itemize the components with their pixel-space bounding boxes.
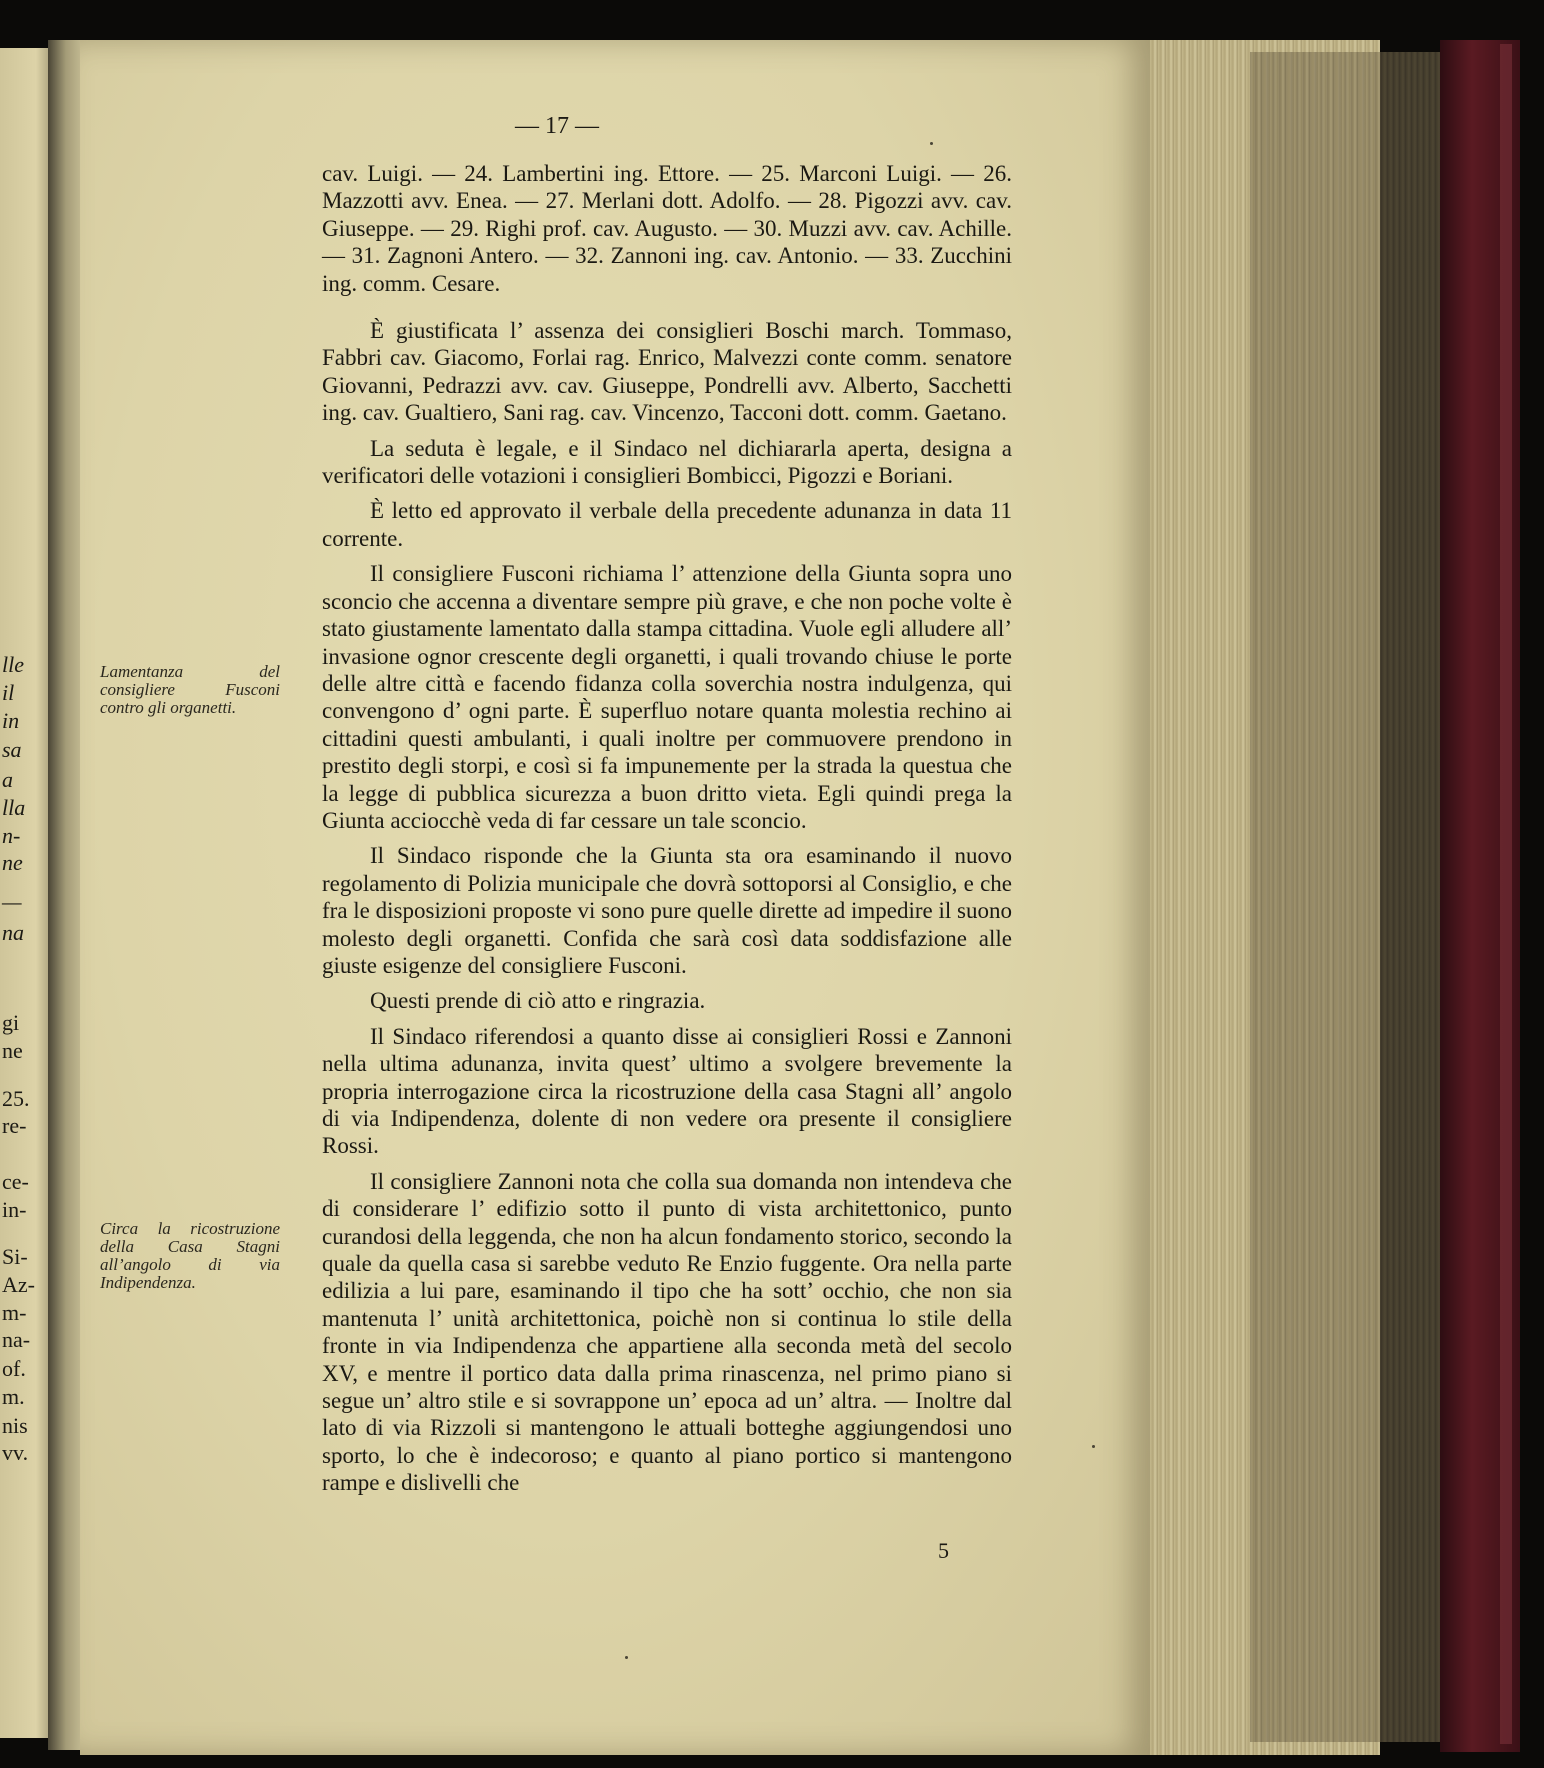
left-page-fragment: Si-	[2, 1244, 28, 1269]
paragraph-7: Questi prende di ciò atto e ringrazia.	[370, 988, 706, 1014]
marginal-note-casa-stagni: Circa la ricostruzione della Casa Stagni all’angolo di via Indipendenza.	[100, 1219, 280, 1292]
left-page-fragment: in-	[2, 1197, 27, 1222]
paragraph-2: È giustificata l’ assenza dei consiglieri Boschi march. Tommaso, Fabbri cav. Giacomo, Forlai rag. Enrico, Malvezzi conte comm. senatore Giovanni, Pedrazzi avv. cav. Giuseppe, Pondrelli avv. Alberto, Sacchetti ing. cav. Gualtiero, Sani rag. cav. Vincenzo, Tacconi dott. comm. Gaetano.	[322, 318, 1012, 426]
left-page-fragment: ne	[2, 1038, 23, 1063]
main-text	[322, 160, 1012, 1505]
left-page-fragment: —	[2, 889, 22, 914]
left-page-fragment: gi	[2, 1010, 20, 1035]
left-page-fragment: Az-	[2, 1272, 35, 1297]
left-page-fragment: lle	[2, 652, 24, 677]
signature-mark: 5	[938, 1538, 949, 1563]
left-page-fragment: ne	[2, 850, 23, 875]
left-page-fragment: nis	[2, 1413, 28, 1438]
left-page-fragment: na	[2, 920, 24, 945]
left-page-fragment: il	[2, 680, 15, 705]
paper-speck	[930, 142, 933, 145]
left-page-fragment: a	[2, 767, 13, 792]
left-page-fragment: sa	[2, 737, 22, 762]
left-page-fragment: lla	[2, 795, 26, 820]
left-page-fragment: na-	[2, 1327, 31, 1352]
book-cover-highlight	[1500, 44, 1512, 1744]
paragraph-4: È letto ed approvato il verbale della precedente adunanza in data 11 corrente.	[322, 498, 1012, 551]
marginal-note-fusconi: Lamentanza del consigliere Fusconi contro gli organetti.	[100, 662, 280, 717]
paragraph-9: Il consigliere Zannoni nota che colla sua domanda non intendeva che di considerare l’ edifizio sotto il punto di vista architettonico, punto curandosi della leggenda, che non ha alcun fondamento storico, secondo la quale da quella casa si sarebbe veduto Re Enzio fuggente. Ora nella parte edilizia a lui pare, esaminando il tipo che ha sott’ occhio, che non sia mantenuta l’ unità architettonica, poichè non si continua lo stile della fronte in via Indipendenza che appartiene alla seconda metà del secolo XV, e mentre il portico data dalla prima rinascenza, nel primo piano si segue un’ altro stile e si sovrappone un’ epoca ad un’ altra. — Inoltre dal lato di via Rizzoli si mantengono le attuali botteghe aggiungendosi uno sporto, lo che è indecoroso; e quanto al piano portico si mantengono rampe e dislivelli che	[322, 1168, 1012, 1496]
left-page-fragment: n-	[2, 823, 21, 848]
left-page-fragment: in	[2, 708, 20, 733]
left-page-fragment: of.	[2, 1356, 26, 1381]
left-page-fragment: m-	[2, 1300, 27, 1325]
left-page-fragment: vv.	[2, 1440, 29, 1465]
paragraph-1: cav. Luigi. — 24. Lambertini ing. Ettore. — 25. Marconi Luigi. — 26. Mazzotti avv. Enea. — 27. Merlani dott. Adolfo. — 28. Pigozzi avv. cav. Giuseppe. — 29. Righi prof. cav. Augusto. — 30. Muzzi avv. cav. Achille. — 31. Zagnoni Antero. — 32. Zannoni ing. cav. Antonio. — 33. Zucchini ing. comm. Cesare.	[322, 161, 1012, 296]
paragraph-8: Il Sindaco riferendosi a quanto disse ai consiglieri Rossi e Zannoni nella ultima adunanza, invita quest’ ultimo a svolgere brevemente la propria interrogazione circa la ricostruzione della casa Stagni all’ angolo di via Indipendenza, dolente di non vedere ora presente il consigliere Rossi.	[322, 1023, 1012, 1159]
page-number: — 17 —	[515, 113, 599, 139]
left-page-fragment: re-	[2, 1113, 27, 1138]
left-page-fragment: 25.	[2, 1086, 30, 1111]
paragraph-3: La seduta è legale, e il Sindaco nel dichiararla aperta, designa a verificatori delle votazioni i consiglieri Bombicci, Pigozzi e Boriani.	[322, 435, 1012, 489]
paragraph-6: Il Sindaco risponde che la Giunta sta ora esaminando il nuovo regolamento di Polizia municipale che dovrà sottoporsi al Consiglio, e che fra le disposizioni proposte vi sono pure quelle dirette ad impedire il suono molesto degli organetti. Confida che sarà così data soddisfazione alle giuste esigenze del consigliere Fusconi.	[322, 843, 1012, 978]
page-edges-shadow	[1250, 52, 1450, 1742]
left-page-fragment: m.	[2, 1384, 25, 1409]
left-page-fragment: ce-	[2, 1169, 29, 1194]
paper-speck	[625, 1656, 628, 1659]
paper-speck	[1092, 1445, 1095, 1448]
paragraph-5: Il consigliere Fusconi richiama l’ attenzione della Giunta sopra uno sconcio che accenna a diventare sempre più grave, e che non poche volte è stato giustamente lamentato dalla stampa cittadina. Vuole egli alludere all’ invasione ognor crescente degli organetti, i quali trovando chiuse le porte delle altre città e facendo fidanza colla soverchia nostra indulgenza, qui convengono d’ ogni parte. È superfluo notare quanta molestia rechino ai cittadini questi ambulanti, i quali inoltre per commuovere prendono in prestito degli storpi, e così si fa impunemente per la strada la questua che la legge di pubblica sicurezza a buon dritto vieta. Egli quindi prega la Giunta acciocchè veda di far cessare un tale sconcio.	[322, 561, 1012, 833]
